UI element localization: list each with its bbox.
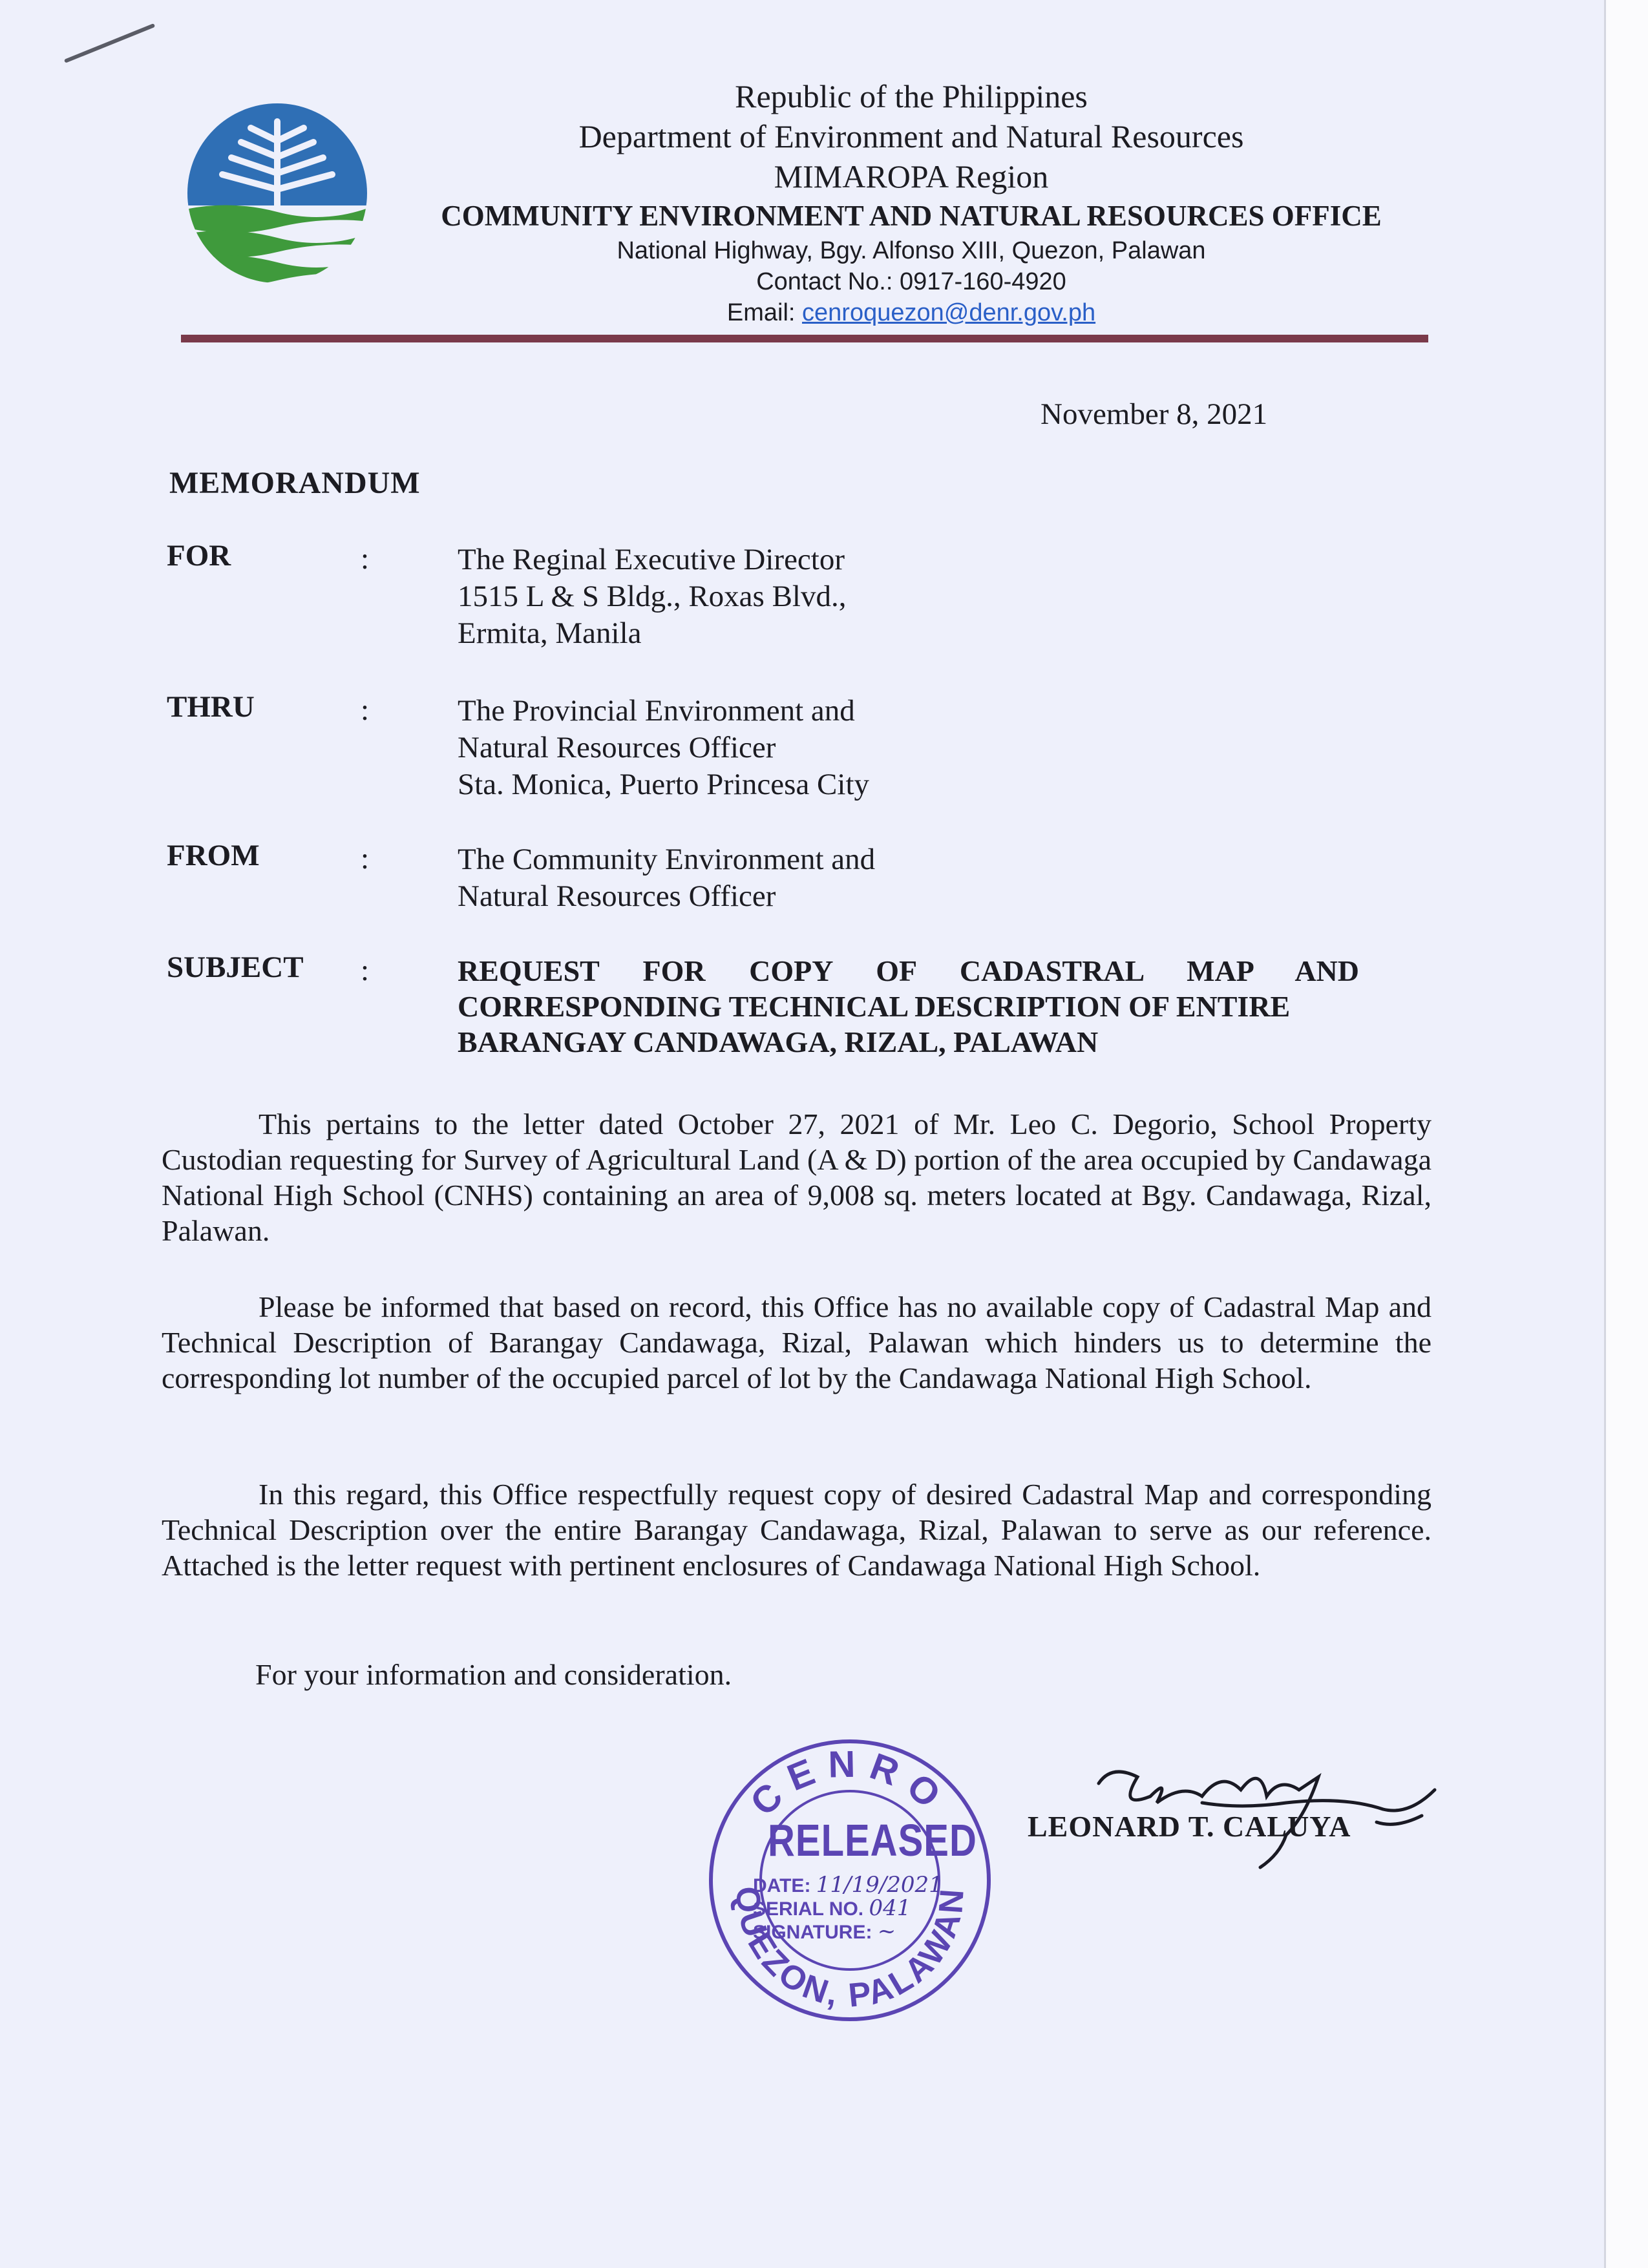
letterhead-office: COMMUNITY ENVIRONMENT AND NATURAL RESOURCES OFFICE: [441, 200, 1382, 232]
thru-label: THRU: [167, 690, 255, 724]
memo-date: November 8, 2021: [1041, 397, 1268, 431]
header-rule: [181, 335, 1428, 342]
paragraph-text: This pertains to the letter dated October 27, 2021 of Mr. Leo C. Degorio, School Property Custodian requesting for Survey of Agricultural Land (A & D) portion of the area occupied by Candawaga National High School (CNHS) containing an area of 9,008 sq. meters located at Bgy. Candawaga, Rizal, Palawan.: [162, 1108, 1431, 1247]
from-line: The Community Environment and: [458, 843, 876, 876]
subject-value: [458, 953, 1359, 1060]
email-link[interactable]: cenroquezon@denr.gov.ph: [802, 299, 1096, 326]
stamp-date-row: [753, 1874, 960, 1897]
stamp-serial-row: [753, 1897, 960, 1920]
stamp-signature-label: SIGNATURE:: [753, 1922, 872, 1943]
body-paragraph-3: [162, 1476, 1431, 1583]
stamp-signature-mark: ~: [877, 1918, 896, 1944]
stamp-date-label: DATE:: [753, 1875, 811, 1896]
subject-line: CORRESPONDING TECHNICAL DESCRIPTION OF ENTIRE: [458, 990, 1291, 1023]
subject-line: BARANGAY CANDAWAGA, RIZAL, PALAWAN: [458, 1025, 1099, 1058]
letterhead-line1: Republic of the Philippines: [735, 78, 1088, 114]
paragraph-text: In this regard, this Office respectfully request copy of desired Cadastral Map and corresponding Technical Description over the entire Barangay Candawaga, Rizal, Palawan to serve as our reference. Attached is the letter request with pertinent enclosures of Candawaga National High School.: [162, 1478, 1431, 1582]
for-line: Ermita, Manila: [458, 616, 642, 650]
thru-colon: :: [361, 693, 370, 727]
from-colon: :: [361, 842, 370, 876]
for-value: [458, 541, 846, 652]
stamp-fields: [753, 1874, 960, 1944]
stamp-serial-label: SERIAL NO.: [753, 1898, 864, 1920]
stamp-status: RELEASED: [768, 1815, 977, 1866]
letterhead: [388, 76, 1435, 328]
thru-line: The Provincial Environment and: [458, 694, 855, 728]
page-edge: [1604, 0, 1648, 2268]
letterhead-line3: MIMAROPA Region: [774, 158, 1049, 194]
body-paragraph-1: [162, 1106, 1431, 1248]
thru-line: Natural Resources Officer: [458, 731, 776, 764]
paragraph-text: Please be informed that based on record, this Office has no available copy of Cadastral Map and Technical Description of Barangay Candawaga, Rizal, Palawan which hinders us to determine the corresponding lot number of the occupied parcel of lot by the Candawaga National High School.: [162, 1290, 1431, 1394]
stamp-signature-row: [753, 1920, 960, 1944]
letterhead-email-row: [388, 297, 1435, 328]
thru-value: [458, 693, 869, 803]
signer-name: LEONARD T. CALUYA: [1028, 1810, 1351, 1843]
subject-colon: :: [361, 954, 370, 987]
stamp-bottom-text: QUEZON, PALAWAN: [728, 1885, 971, 2015]
from-value: [458, 841, 875, 915]
from-label: FROM: [167, 839, 260, 872]
denr-logo-icon: [180, 102, 375, 284]
subject-label: SUBJECT: [167, 950, 304, 984]
from-line: Natural Resources Officer: [458, 879, 776, 913]
letterhead-address: National Highway, Bgy. Alfonso XIII, Quezon, Palawan: [617, 237, 1206, 264]
letterhead-contact: Contact No.: 0917-160-4920: [756, 268, 1066, 295]
stamp-date-value: 11/19/2021: [816, 1872, 943, 1898]
email-label: Email:: [726, 299, 796, 326]
stamp-top-text: CENRO: [742, 1743, 958, 1824]
for-line: 1515 L & S Bldg., Roxas Blvd.,: [458, 580, 847, 613]
for-colon: :: [361, 542, 370, 576]
stamp-serial-value: 041: [869, 1895, 911, 1921]
thru-line: Sta. Monica, Puerto Princesa City: [458, 768, 870, 801]
body-paragraph-2: [162, 1289, 1431, 1396]
letterhead-line2: Department of Environment and Natural Resources: [578, 118, 1244, 154]
closing-line: For your information and consideration.: [255, 1658, 732, 1691]
for-label: FOR: [167, 539, 231, 572]
memo-title: MEMORANDUM: [169, 466, 421, 500]
svg-text:CENRO: [743, 1743, 957, 1823]
subject-line: REQUEST FOR COPY OF CADASTRAL MAP AND: [458, 954, 1359, 987]
for-line: The Reginal Executive Director: [458, 543, 845, 576]
